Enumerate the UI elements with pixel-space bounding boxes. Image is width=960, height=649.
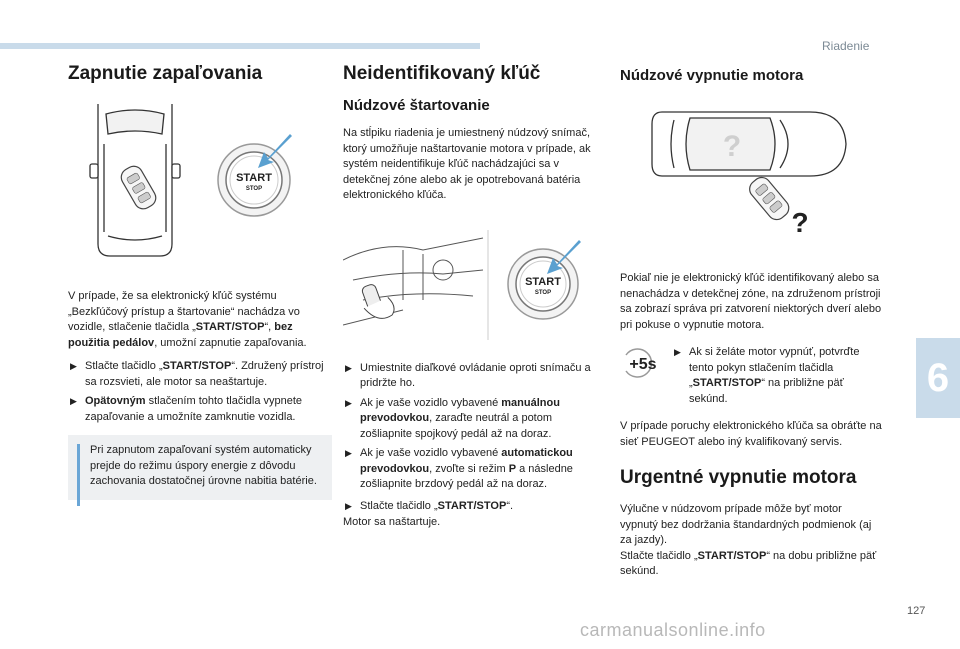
unidentified-key-paragraph: Pokiaľ nie je elektronický kľúč identifikovaný alebo sa nenachádza v detekčnej zóne, na združenom prístroji sa zobrazí správa pri zatvorení niektorých dverí alebo pri pokuse o vypnutie motora. (620, 272, 882, 331)
question-mark-icon: ? (791, 207, 809, 238)
list-item: ▶ Umiestnite diaľkové ovládanie oproti snímaču a pridržte ho. (345, 361, 591, 389)
watermark: carmanualsonline.info (580, 620, 766, 640)
heading-unidentified-key: Neidentifikovaný kľúč (343, 63, 541, 84)
button-stop-label: STOP (245, 186, 263, 192)
plus-five-seconds-icon (620, 347, 666, 379)
arrow-bullet-icon: ▶ (70, 361, 77, 371)
hand-with-key-icon (357, 279, 396, 323)
list-item: ▶ Stlačte tlačidlo „START/STOP“. (343, 499, 605, 515)
chapter-tab: 6 (916, 338, 960, 418)
key-fault-paragraph: V prípade poruchy elektronického kľúča sa obráťte na sieť PEUGEOT alebo iný kvalifikovaný servis. (620, 420, 882, 448)
five-seconds-step (620, 345, 882, 419)
button-start-label: START (236, 172, 272, 184)
column-unidentified-key (343, 62, 605, 531)
list-item: ▶ Ak je vaše vozidlo vybavené manuálnou prevodovkou, zaraďte neutrál a potom zošliapnite spojkový pedál až na doraz. (345, 396, 560, 440)
heading-emergency-stop: Núdzové vypnutie motora (620, 67, 804, 84)
header-bar (0, 43, 480, 49)
arrow-bullet-icon: ▶ (674, 347, 681, 357)
list-item: ▶ Stlačte tlačidlo „START/STOP“. Združený prístroj sa rozsvieti, ale motor sa neaštartuje. (70, 360, 324, 388)
key-fob-icon (118, 163, 159, 212)
subheading-emergency-start: Núdzové štartovanie (343, 97, 490, 114)
button-stop-label: STOP (534, 289, 552, 296)
list-item: ▶ Ak je vaše vozidlo vybavené automatickou prevodovkou, zvoľte si režim P a následne zošliapnite brzdový pedál až na doraz. (345, 447, 573, 490)
question-mark-icon: ? (722, 130, 742, 163)
key-fob-icon (746, 174, 792, 223)
arrow-bullet-icon: ▶ (345, 397, 352, 408)
urgent-stop-paragraph: Výlučne v núdzovom prípade môže byť motor vypnutý bez dodržania štandardných podmienok (aj za jazdy). (620, 503, 872, 546)
column-emergency-stop (620, 62, 882, 580)
urgent-stop-instruction: Stlačte tlačidlo „START/STOP“ na dobu približne päť sekúnd. (620, 549, 877, 577)
illustration-car-missing-key (620, 104, 882, 252)
intro-paragraph: V prípade, že sa elektronický kľúč systému „Bezkľúčový prístup a štartovanie“ nachádza vo vozidle, stlačenie tlačidla „START/STOP“, bez použitia pedálov, umožní zapnutie zapaľovania. (68, 290, 307, 349)
steering-column-icon (343, 238, 483, 325)
engine-starts-text: Motor sa naštartuje. (343, 516, 441, 528)
start-stop-button-icon (508, 249, 578, 319)
ignition-steps (68, 359, 330, 425)
list-item: ▶ Ak si želáte motor vypnúť, potvrďte tento pokyn stlačením tlačidla „START/STOP“ na približne päť sekúnd. (674, 346, 860, 405)
arrow-bullet-icon: ▶ (345, 500, 352, 511)
page-number: 127 (907, 605, 926, 617)
emergency-start-steps (343, 361, 605, 515)
column-ignition (68, 62, 330, 500)
start-stop-button-icon (218, 144, 290, 216)
heading-urgent-stop: Urgentné vypnutie motora (620, 467, 857, 488)
list-item: ▶ Opätovným stlačením tohto tlačidla vypnete zapaľovanie a umožníte zamknutie vozidla. (70, 395, 303, 423)
heading-ignition: Zapnutie zapaľovania (68, 63, 263, 84)
info-note: Pri zapnutom zapaľovaní systém automaticky prejde do režimu úspory energie z dôvodu zachovania dostatočnej úrovne nabitia batérie. (68, 435, 332, 500)
illustration-steering-column (343, 230, 605, 340)
emergency-start-paragraph: Na stĺpiku riadenia je umiestnený núdzový snímač, ktorý umožňuje naštartovanie motora v prípade, ak systém neidentifikuje kľúč nachádzajúci sa v detekčnej zóne alebo ak je opotrebovaná batéria elektronického kľúča. (343, 127, 591, 201)
car-side-topview-icon (652, 112, 846, 176)
arrow-bullet-icon: ▶ (345, 362, 352, 373)
section-label: Riadenie (822, 39, 870, 53)
illustration-car-key-button (68, 104, 330, 264)
info-bar-icon (77, 444, 80, 506)
button-start-label: START (525, 275, 561, 288)
arrow-bullet-icon: ▶ (345, 448, 352, 458)
plus-five-label: +5s (629, 356, 657, 373)
arrow-bullet-icon: ▶ (70, 396, 77, 406)
